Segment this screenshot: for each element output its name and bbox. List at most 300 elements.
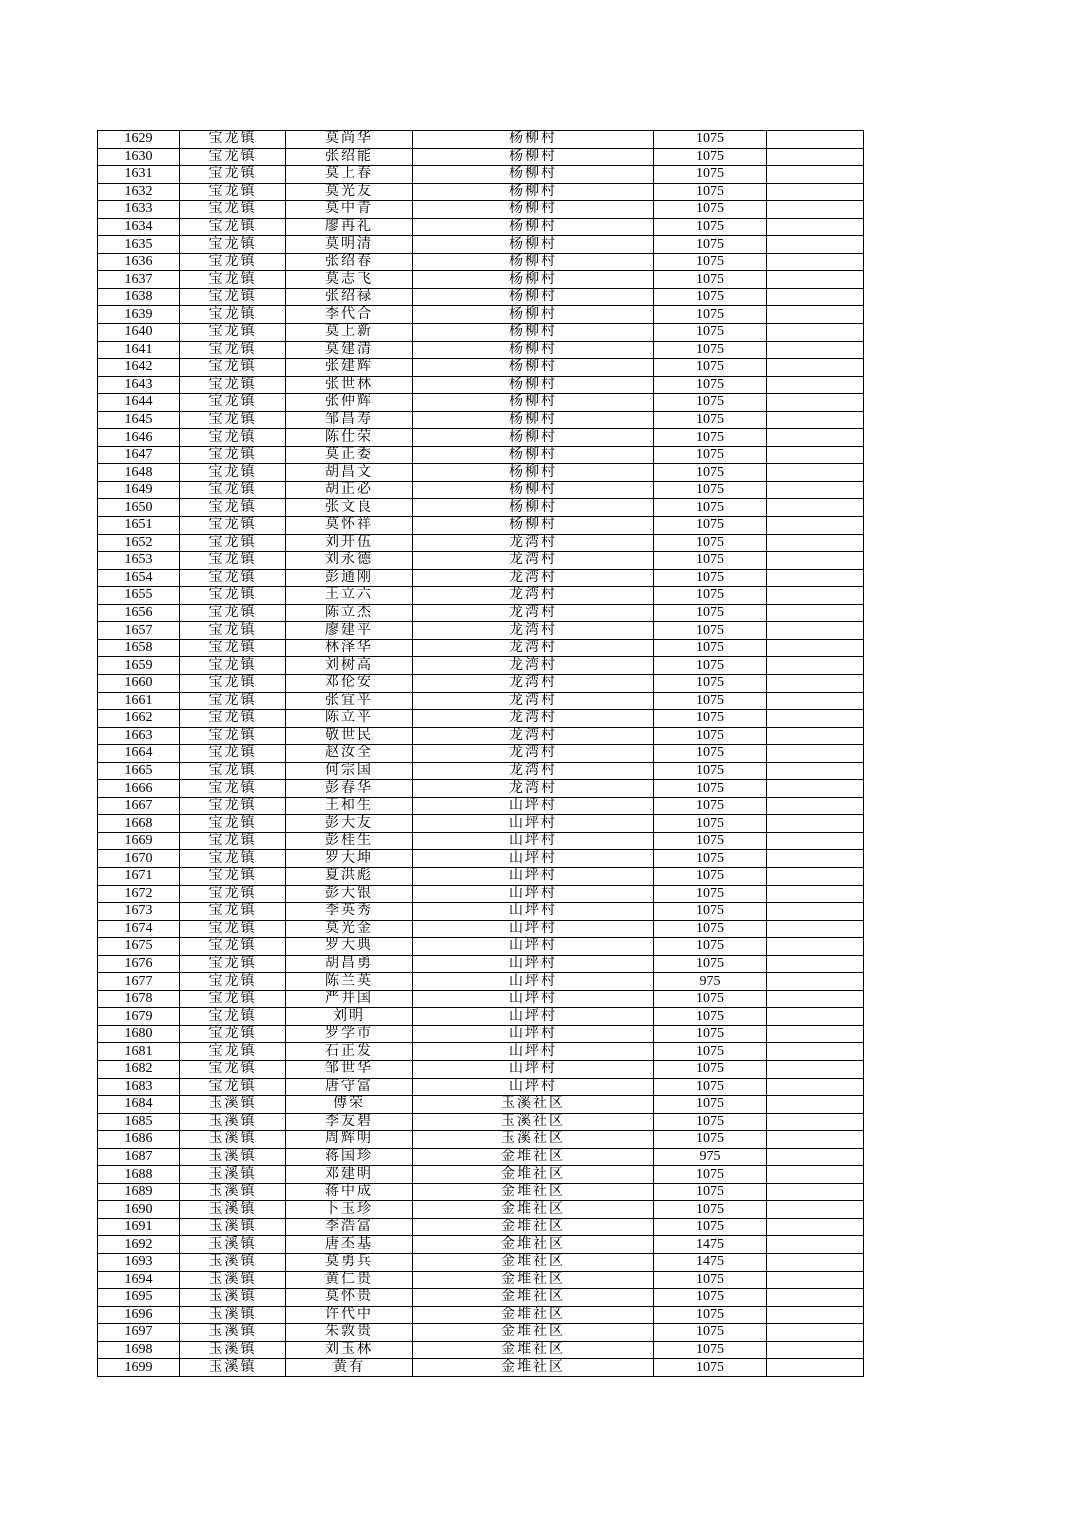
table-row bbox=[98, 201, 864, 219]
table-row bbox=[98, 1218, 864, 1236]
table-row bbox=[98, 1078, 864, 1096]
row-number-cell: 1651 bbox=[98, 517, 180, 535]
row-number-cell: 1637 bbox=[98, 271, 180, 289]
town-cell: 玉溪镇 bbox=[180, 1148, 286, 1166]
village-cell: 龙湾村 bbox=[413, 587, 654, 605]
amount-cell: 1075 bbox=[654, 552, 767, 570]
remark-cell bbox=[767, 1060, 864, 1078]
table-row bbox=[98, 1341, 864, 1359]
village-cell: 杨柳村 bbox=[413, 271, 654, 289]
remark-cell bbox=[767, 183, 864, 201]
village-cell: 山坪村 bbox=[413, 1078, 654, 1096]
town-cell: 玉溪镇 bbox=[180, 1324, 286, 1342]
row-number-cell: 1650 bbox=[98, 499, 180, 517]
row-number-cell: 1631 bbox=[98, 166, 180, 184]
table-row bbox=[98, 745, 864, 763]
village-cell: 金堆社区 bbox=[413, 1183, 654, 1201]
name-cell: 李浩富 bbox=[286, 1218, 413, 1236]
remark-cell bbox=[767, 517, 864, 535]
name-cell: 朱敦贵 bbox=[286, 1324, 413, 1342]
amount-cell: 1075 bbox=[654, 1060, 767, 1078]
name-cell: 陈立平 bbox=[286, 710, 413, 728]
table-row bbox=[98, 867, 864, 885]
row-number-cell: 1652 bbox=[98, 534, 180, 552]
remark-cell bbox=[767, 499, 864, 517]
remark-cell bbox=[767, 903, 864, 921]
row-number-cell: 1678 bbox=[98, 990, 180, 1008]
name-cell: 石正发 bbox=[286, 1043, 413, 1061]
town-cell: 宝龙镇 bbox=[180, 341, 286, 359]
remark-cell bbox=[767, 306, 864, 324]
remark-cell bbox=[767, 218, 864, 236]
amount-cell: 1075 bbox=[654, 1096, 767, 1114]
table-row bbox=[98, 429, 864, 447]
town-cell: 宝龙镇 bbox=[180, 745, 286, 763]
town-cell: 宝龙镇 bbox=[180, 218, 286, 236]
remark-cell bbox=[767, 955, 864, 973]
village-cell: 杨柳村 bbox=[413, 394, 654, 412]
amount-cell: 1075 bbox=[654, 832, 767, 850]
village-cell: 龙湾村 bbox=[413, 727, 654, 745]
village-cell: 山坪村 bbox=[413, 938, 654, 956]
row-number-cell: 1682 bbox=[98, 1060, 180, 1078]
row-number-cell: 1648 bbox=[98, 464, 180, 482]
village-cell: 杨柳村 bbox=[413, 131, 654, 149]
row-number-cell: 1691 bbox=[98, 1218, 180, 1236]
name-cell: 陈立杰 bbox=[286, 604, 413, 622]
row-number-cell: 1642 bbox=[98, 359, 180, 377]
amount-cell: 1075 bbox=[654, 1306, 767, 1324]
town-cell: 宝龙镇 bbox=[180, 815, 286, 833]
row-number-cell: 1698 bbox=[98, 1341, 180, 1359]
amount-cell: 1475 bbox=[654, 1236, 767, 1254]
table-row bbox=[98, 1359, 864, 1377]
name-cell: 赵汝全 bbox=[286, 745, 413, 763]
row-number-cell: 1680 bbox=[98, 1025, 180, 1043]
row-number-cell: 1674 bbox=[98, 920, 180, 938]
town-cell: 玉溪镇 bbox=[180, 1218, 286, 1236]
row-number-cell: 1663 bbox=[98, 727, 180, 745]
row-number-cell: 1649 bbox=[98, 481, 180, 499]
name-cell: 张建辉 bbox=[286, 359, 413, 377]
row-number-cell: 1662 bbox=[98, 710, 180, 728]
remark-cell bbox=[767, 271, 864, 289]
table-row bbox=[98, 411, 864, 429]
row-number-cell: 1693 bbox=[98, 1254, 180, 1272]
name-cell: 陈兰英 bbox=[286, 973, 413, 991]
town-cell: 宝龙镇 bbox=[180, 499, 286, 517]
table-row bbox=[98, 604, 864, 622]
remark-cell bbox=[767, 376, 864, 394]
remark-cell bbox=[767, 587, 864, 605]
village-cell: 山坪村 bbox=[413, 1060, 654, 1078]
village-cell: 杨柳村 bbox=[413, 201, 654, 219]
row-number-cell: 1676 bbox=[98, 955, 180, 973]
amount-cell: 1075 bbox=[654, 464, 767, 482]
town-cell: 宝龙镇 bbox=[180, 376, 286, 394]
remark-cell bbox=[767, 727, 864, 745]
village-cell: 杨柳村 bbox=[413, 517, 654, 535]
remark-cell bbox=[767, 236, 864, 254]
row-number-cell: 1640 bbox=[98, 324, 180, 342]
row-number-cell: 1655 bbox=[98, 587, 180, 605]
remark-cell bbox=[767, 832, 864, 850]
town-cell: 宝龙镇 bbox=[180, 990, 286, 1008]
table-row bbox=[98, 762, 864, 780]
name-cell: 刘玉林 bbox=[286, 1341, 413, 1359]
table-row bbox=[98, 499, 864, 517]
amount-cell: 1075 bbox=[654, 1008, 767, 1026]
table-row bbox=[98, 569, 864, 587]
remark-cell bbox=[767, 762, 864, 780]
amount-cell: 1075 bbox=[654, 1324, 767, 1342]
town-cell: 宝龙镇 bbox=[180, 148, 286, 166]
town-cell: 宝龙镇 bbox=[180, 938, 286, 956]
town-cell: 宝龙镇 bbox=[180, 394, 286, 412]
town-cell: 宝龙镇 bbox=[180, 552, 286, 570]
amount-cell: 1075 bbox=[654, 446, 767, 464]
table-row bbox=[98, 710, 864, 728]
remark-cell bbox=[767, 1271, 864, 1289]
name-cell: 莫明清 bbox=[286, 236, 413, 254]
table-row bbox=[98, 394, 864, 412]
table-row bbox=[98, 306, 864, 324]
village-cell: 杨柳村 bbox=[413, 446, 654, 464]
table-row bbox=[98, 552, 864, 570]
amount-cell: 1075 bbox=[654, 499, 767, 517]
remark-cell bbox=[767, 1201, 864, 1219]
name-cell: 张绍禄 bbox=[286, 288, 413, 306]
amount-cell: 1075 bbox=[654, 622, 767, 640]
amount-cell: 1075 bbox=[654, 955, 767, 973]
village-cell: 龙湾村 bbox=[413, 604, 654, 622]
amount-cell: 1075 bbox=[654, 780, 767, 798]
name-cell: 莫光金 bbox=[286, 920, 413, 938]
row-number-cell: 1644 bbox=[98, 394, 180, 412]
remark-cell bbox=[767, 569, 864, 587]
remark-cell bbox=[767, 604, 864, 622]
table-row bbox=[98, 692, 864, 710]
table-row bbox=[98, 885, 864, 903]
village-cell: 龙湾村 bbox=[413, 639, 654, 657]
village-cell: 山坪村 bbox=[413, 1025, 654, 1043]
table-row bbox=[98, 850, 864, 868]
table-row bbox=[98, 288, 864, 306]
amount-cell: 1075 bbox=[654, 657, 767, 675]
amount-cell: 1075 bbox=[654, 1078, 767, 1096]
village-cell: 玉溪社区 bbox=[413, 1113, 654, 1131]
town-cell: 宝龙镇 bbox=[180, 271, 286, 289]
village-cell: 金堆社区 bbox=[413, 1341, 654, 1359]
row-number-cell: 1664 bbox=[98, 745, 180, 763]
town-cell: 玉溪镇 bbox=[180, 1341, 286, 1359]
amount-cell: 1075 bbox=[654, 1201, 767, 1219]
amount-cell: 1075 bbox=[654, 569, 767, 587]
name-cell: 张绍春 bbox=[286, 253, 413, 271]
remark-cell bbox=[767, 131, 864, 149]
name-cell: 莫怀贵 bbox=[286, 1289, 413, 1307]
table-row bbox=[98, 1131, 864, 1149]
table-row bbox=[98, 1025, 864, 1043]
village-cell: 金堆社区 bbox=[413, 1359, 654, 1377]
amount-cell: 1075 bbox=[654, 674, 767, 692]
remark-cell bbox=[767, 622, 864, 640]
name-cell: 彭桂生 bbox=[286, 832, 413, 850]
amount-cell: 1075 bbox=[654, 1218, 767, 1236]
town-cell: 宝龙镇 bbox=[180, 1060, 286, 1078]
table-row bbox=[98, 639, 864, 657]
remark-cell bbox=[767, 1359, 864, 1377]
remark-cell bbox=[767, 324, 864, 342]
town-cell: 宝龙镇 bbox=[180, 657, 286, 675]
village-cell: 金堆社区 bbox=[413, 1218, 654, 1236]
remark-cell bbox=[767, 411, 864, 429]
table-row bbox=[98, 1166, 864, 1184]
amount-cell: 1475 bbox=[654, 1254, 767, 1272]
remark-cell bbox=[767, 1078, 864, 1096]
town-cell: 宝龙镇 bbox=[180, 429, 286, 447]
remark-cell bbox=[767, 990, 864, 1008]
town-cell: 宝龙镇 bbox=[180, 324, 286, 342]
name-cell: 邹世华 bbox=[286, 1060, 413, 1078]
amount-cell: 1075 bbox=[654, 745, 767, 763]
row-number-cell: 1695 bbox=[98, 1289, 180, 1307]
remark-cell bbox=[767, 815, 864, 833]
table-row bbox=[98, 1289, 864, 1307]
table-row bbox=[98, 955, 864, 973]
row-number-cell: 1636 bbox=[98, 253, 180, 271]
amount-cell: 1075 bbox=[654, 797, 767, 815]
table-row bbox=[98, 990, 864, 1008]
amount-cell: 1075 bbox=[654, 604, 767, 622]
row-number-cell: 1653 bbox=[98, 552, 180, 570]
remark-cell bbox=[767, 1341, 864, 1359]
row-number-cell: 1685 bbox=[98, 1113, 180, 1131]
table-row bbox=[98, 938, 864, 956]
town-cell: 玉溪镇 bbox=[180, 1201, 286, 1219]
table-row bbox=[98, 1271, 864, 1289]
town-cell: 玉溪镇 bbox=[180, 1271, 286, 1289]
amount-cell: 1075 bbox=[654, 148, 767, 166]
remark-cell bbox=[767, 639, 864, 657]
village-cell: 杨柳村 bbox=[413, 359, 654, 377]
table-row bbox=[98, 973, 864, 991]
village-cell: 杨柳村 bbox=[413, 166, 654, 184]
row-number-cell: 1645 bbox=[98, 411, 180, 429]
row-number-cell: 1671 bbox=[98, 867, 180, 885]
name-cell: 胡正必 bbox=[286, 481, 413, 499]
name-cell: 张仲辉 bbox=[286, 394, 413, 412]
remark-cell bbox=[767, 692, 864, 710]
village-cell: 龙湾村 bbox=[413, 692, 654, 710]
village-cell: 山坪村 bbox=[413, 867, 654, 885]
table-row bbox=[98, 1008, 864, 1026]
row-number-cell: 1659 bbox=[98, 657, 180, 675]
name-cell: 彭通刚 bbox=[286, 569, 413, 587]
town-cell: 玉溪镇 bbox=[180, 1113, 286, 1131]
name-cell: 李友碧 bbox=[286, 1113, 413, 1131]
table-row bbox=[98, 727, 864, 745]
table-row bbox=[98, 183, 864, 201]
amount-cell: 1075 bbox=[654, 288, 767, 306]
remark-cell bbox=[767, 359, 864, 377]
village-cell: 金堆社区 bbox=[413, 1236, 654, 1254]
town-cell: 宝龙镇 bbox=[180, 692, 286, 710]
remark-cell bbox=[767, 1131, 864, 1149]
village-cell: 杨柳村 bbox=[413, 218, 654, 236]
table-row bbox=[98, 446, 864, 464]
amount-cell: 1075 bbox=[654, 587, 767, 605]
town-cell: 宝龙镇 bbox=[180, 727, 286, 745]
name-cell: 罗大典 bbox=[286, 938, 413, 956]
row-number-cell: 1635 bbox=[98, 236, 180, 254]
row-number-cell: 1673 bbox=[98, 903, 180, 921]
table-row bbox=[98, 534, 864, 552]
name-cell: 莫尚华 bbox=[286, 131, 413, 149]
name-cell: 陈仕荣 bbox=[286, 429, 413, 447]
town-cell: 玉溪镇 bbox=[180, 1306, 286, 1324]
remark-cell bbox=[767, 938, 864, 956]
table-row bbox=[98, 832, 864, 850]
row-number-cell: 1638 bbox=[98, 288, 180, 306]
amount-cell: 1075 bbox=[654, 1043, 767, 1061]
remark-cell bbox=[767, 148, 864, 166]
name-cell: 莫勇兵 bbox=[286, 1254, 413, 1272]
town-cell: 宝龙镇 bbox=[180, 780, 286, 798]
row-number-cell: 1656 bbox=[98, 604, 180, 622]
table-row bbox=[98, 236, 864, 254]
remark-cell bbox=[767, 1218, 864, 1236]
village-cell: 山坪村 bbox=[413, 1043, 654, 1061]
amount-cell: 1075 bbox=[654, 166, 767, 184]
town-cell: 宝龙镇 bbox=[180, 1078, 286, 1096]
village-cell: 龙湾村 bbox=[413, 762, 654, 780]
row-number-cell: 1632 bbox=[98, 183, 180, 201]
table-row bbox=[98, 1096, 864, 1114]
amount-cell: 1075 bbox=[654, 183, 767, 201]
remark-cell bbox=[767, 1096, 864, 1114]
town-cell: 宝龙镇 bbox=[180, 446, 286, 464]
table-row bbox=[98, 481, 864, 499]
amount-cell: 1075 bbox=[654, 1289, 767, 1307]
row-number-cell: 1690 bbox=[98, 1201, 180, 1219]
village-cell: 龙湾村 bbox=[413, 552, 654, 570]
amount-cell: 1075 bbox=[654, 517, 767, 535]
village-cell: 杨柳村 bbox=[413, 499, 654, 517]
name-cell: 彭大银 bbox=[286, 885, 413, 903]
remark-cell bbox=[767, 201, 864, 219]
village-cell: 杨柳村 bbox=[413, 464, 654, 482]
name-cell: 傅荣 bbox=[286, 1096, 413, 1114]
table-row bbox=[98, 1113, 864, 1131]
town-cell: 宝龙镇 bbox=[180, 973, 286, 991]
name-cell: 何宗国 bbox=[286, 762, 413, 780]
table-row bbox=[98, 1201, 864, 1219]
amount-cell: 1075 bbox=[654, 1113, 767, 1131]
amount-cell: 1075 bbox=[654, 867, 767, 885]
row-number-cell: 1647 bbox=[98, 446, 180, 464]
name-cell: 王立六 bbox=[286, 587, 413, 605]
row-number-cell: 1683 bbox=[98, 1078, 180, 1096]
village-cell: 龙湾村 bbox=[413, 569, 654, 587]
amount-cell: 1075 bbox=[654, 218, 767, 236]
town-cell: 宝龙镇 bbox=[180, 569, 286, 587]
town-cell: 宝龙镇 bbox=[180, 710, 286, 728]
table-row bbox=[98, 253, 864, 271]
name-cell: 张世林 bbox=[286, 376, 413, 394]
amount-cell: 1075 bbox=[654, 411, 767, 429]
town-cell: 宝龙镇 bbox=[180, 534, 286, 552]
amount-cell: 1075 bbox=[654, 131, 767, 149]
village-cell: 金堆社区 bbox=[413, 1254, 654, 1272]
amount-cell: 1075 bbox=[654, 394, 767, 412]
amount-cell: 1075 bbox=[654, 1131, 767, 1149]
town-cell: 宝龙镇 bbox=[180, 166, 286, 184]
town-cell: 玉溪镇 bbox=[180, 1254, 286, 1272]
row-number-cell: 1681 bbox=[98, 1043, 180, 1061]
table-row bbox=[98, 674, 864, 692]
table-row bbox=[98, 780, 864, 798]
amount-cell: 1075 bbox=[654, 710, 767, 728]
town-cell: 宝龙镇 bbox=[180, 903, 286, 921]
row-number-cell: 1643 bbox=[98, 376, 180, 394]
amount-cell: 1075 bbox=[654, 429, 767, 447]
village-cell: 龙湾村 bbox=[413, 780, 654, 798]
town-cell: 宝龙镇 bbox=[180, 867, 286, 885]
remark-cell bbox=[767, 341, 864, 359]
town-cell: 宝龙镇 bbox=[180, 481, 286, 499]
row-number-cell: 1699 bbox=[98, 1359, 180, 1377]
amount-cell: 1075 bbox=[654, 236, 767, 254]
row-number-cell: 1694 bbox=[98, 1271, 180, 1289]
row-number-cell: 1658 bbox=[98, 639, 180, 657]
amount-cell: 1075 bbox=[654, 903, 767, 921]
town-cell: 玉溪镇 bbox=[180, 1359, 286, 1377]
village-cell: 山坪村 bbox=[413, 850, 654, 868]
row-number-cell: 1679 bbox=[98, 1008, 180, 1026]
name-cell: 唐丕基 bbox=[286, 1236, 413, 1254]
table-row bbox=[98, 1236, 864, 1254]
name-cell: 邓伦安 bbox=[286, 674, 413, 692]
town-cell: 宝龙镇 bbox=[180, 832, 286, 850]
row-number-cell: 1633 bbox=[98, 201, 180, 219]
table-row bbox=[98, 587, 864, 605]
remark-cell bbox=[767, 867, 864, 885]
town-cell: 宝龙镇 bbox=[180, 236, 286, 254]
remark-cell bbox=[767, 288, 864, 306]
amount-cell: 1075 bbox=[654, 1183, 767, 1201]
table-row bbox=[98, 464, 864, 482]
remark-cell bbox=[767, 394, 864, 412]
amount-cell: 1075 bbox=[654, 376, 767, 394]
amount-cell: 1075 bbox=[654, 1166, 767, 1184]
amount-cell: 1075 bbox=[654, 850, 767, 868]
row-number-cell: 1639 bbox=[98, 306, 180, 324]
amount-cell: 1075 bbox=[654, 324, 767, 342]
row-number-cell: 1667 bbox=[98, 797, 180, 815]
row-number-cell: 1657 bbox=[98, 622, 180, 640]
table-row bbox=[98, 1306, 864, 1324]
village-cell: 龙湾村 bbox=[413, 745, 654, 763]
name-cell: 廖再礼 bbox=[286, 218, 413, 236]
remark-cell bbox=[767, 710, 864, 728]
name-cell: 莫建清 bbox=[286, 341, 413, 359]
remark-cell bbox=[767, 552, 864, 570]
name-cell: 唐守富 bbox=[286, 1078, 413, 1096]
remark-cell bbox=[767, 429, 864, 447]
town-cell: 宝龙镇 bbox=[180, 253, 286, 271]
row-number-cell: 1666 bbox=[98, 780, 180, 798]
